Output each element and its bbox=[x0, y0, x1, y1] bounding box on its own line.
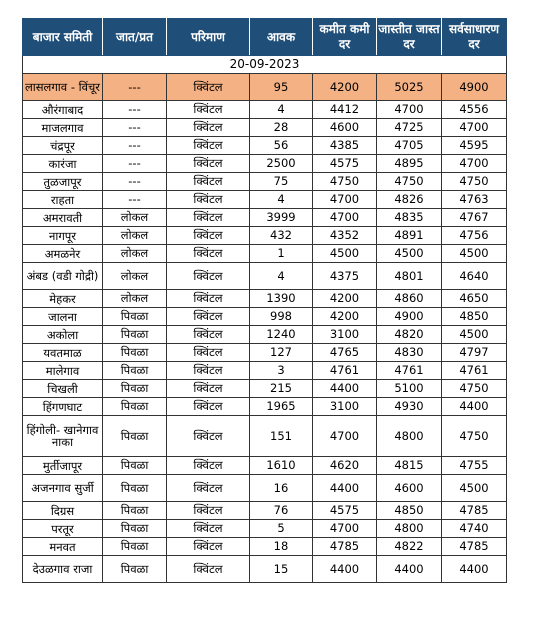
modal-rate-cell: 4763 bbox=[442, 191, 507, 209]
arrival-cell: 127 bbox=[250, 344, 313, 362]
table-row bbox=[23, 380, 507, 398]
min-rate-cell: 4575 bbox=[313, 502, 377, 520]
table-row bbox=[23, 290, 507, 308]
unit-cell: क्विंटल bbox=[167, 398, 250, 416]
table-row bbox=[23, 520, 507, 538]
header-modal-rate: सर्वसाधारण दर bbox=[442, 19, 507, 56]
arrival-cell: 1390 bbox=[250, 290, 313, 308]
arrival-cell: 4 bbox=[250, 191, 313, 209]
arrival-cell: 1 bbox=[250, 245, 313, 263]
table-row bbox=[23, 326, 507, 344]
min-rate-cell: 4765 bbox=[313, 344, 377, 362]
table-row bbox=[23, 556, 507, 583]
max-rate-cell: 4761 bbox=[377, 362, 442, 380]
unit-cell: क्विंटल bbox=[167, 326, 250, 344]
modal-rate-cell: 4556 bbox=[442, 101, 507, 119]
market-cell: हिंगणघाट bbox=[23, 398, 103, 416]
modal-rate-cell: 4767 bbox=[442, 209, 507, 227]
market-cell: दिग्रस bbox=[23, 502, 103, 520]
market-cell: औरंगाबाद bbox=[23, 101, 103, 119]
table-row bbox=[23, 263, 507, 290]
market-cell: कारंजा bbox=[23, 155, 103, 173]
price-table-container bbox=[22, 18, 506, 583]
header-unit: परिमाण bbox=[167, 19, 250, 56]
max-rate-cell: 4860 bbox=[377, 290, 442, 308]
arrival-cell: 1965 bbox=[250, 398, 313, 416]
modal-rate-cell: 4700 bbox=[442, 155, 507, 173]
min-rate-cell: 3100 bbox=[313, 326, 377, 344]
min-rate-cell: 4400 bbox=[313, 475, 377, 502]
max-rate-cell: 4830 bbox=[377, 344, 442, 362]
table-row bbox=[23, 173, 507, 191]
header-row bbox=[23, 19, 507, 56]
min-rate-cell: 4385 bbox=[313, 137, 377, 155]
max-rate-cell: 4820 bbox=[377, 326, 442, 344]
table-row bbox=[23, 101, 507, 119]
max-rate-cell: 4801 bbox=[377, 263, 442, 290]
min-rate-cell: 4400 bbox=[313, 380, 377, 398]
market-cell: यवतमाळ bbox=[23, 344, 103, 362]
max-rate-cell: 4815 bbox=[377, 457, 442, 475]
variety-cell: लोकल bbox=[103, 263, 167, 290]
max-rate-cell: 4826 bbox=[377, 191, 442, 209]
table-row bbox=[23, 155, 507, 173]
arrival-cell: 5 bbox=[250, 520, 313, 538]
arrival-cell: 28 bbox=[250, 119, 313, 137]
variety-cell: पिवळा bbox=[103, 416, 167, 457]
modal-rate-cell: 4750 bbox=[442, 380, 507, 398]
max-rate-cell: 4750 bbox=[377, 173, 442, 191]
header-min-rate: कमीत कमी दर bbox=[313, 19, 377, 56]
header-arrival: आवक bbox=[250, 19, 313, 56]
market-cell: राहता bbox=[23, 191, 103, 209]
variety-cell: लोकल bbox=[103, 209, 167, 227]
table-row bbox=[23, 416, 507, 457]
min-rate-cell: 4400 bbox=[313, 556, 377, 583]
min-rate-cell: 4785 bbox=[313, 538, 377, 556]
variety-cell: पिवळा bbox=[103, 398, 167, 416]
variety-cell: लोकल bbox=[103, 290, 167, 308]
unit-cell: क्विंटल bbox=[167, 308, 250, 326]
min-rate-cell: 4200 bbox=[313, 74, 377, 101]
unit-cell: क्विंटल bbox=[167, 380, 250, 398]
variety-cell: लोकल bbox=[103, 227, 167, 245]
modal-rate-cell: 4400 bbox=[442, 556, 507, 583]
variety-cell: पिवळा bbox=[103, 520, 167, 538]
arrival-cell: 75 bbox=[250, 173, 313, 191]
variety-cell: पिवळा bbox=[103, 362, 167, 380]
arrival-cell: 18 bbox=[250, 538, 313, 556]
variety-cell: पिवळा bbox=[103, 326, 167, 344]
variety-cell: पिवळा bbox=[103, 457, 167, 475]
table-body bbox=[23, 56, 507, 583]
market-cell: परतूर bbox=[23, 520, 103, 538]
modal-rate-cell: 4500 bbox=[442, 475, 507, 502]
min-rate-cell: 4575 bbox=[313, 155, 377, 173]
variety-cell: --- bbox=[103, 101, 167, 119]
table-row bbox=[23, 227, 507, 245]
modal-rate-cell: 4640 bbox=[442, 263, 507, 290]
arrival-cell: 151 bbox=[250, 416, 313, 457]
table-row bbox=[23, 74, 507, 101]
max-rate-cell: 4700 bbox=[377, 101, 442, 119]
arrival-cell: 95 bbox=[250, 74, 313, 101]
unit-cell: क्विंटल bbox=[167, 416, 250, 457]
unit-cell: क्विंटल bbox=[167, 227, 250, 245]
arrival-cell: 76 bbox=[250, 502, 313, 520]
min-rate-cell: 3100 bbox=[313, 398, 377, 416]
table-row bbox=[23, 137, 507, 155]
min-rate-cell: 4700 bbox=[313, 209, 377, 227]
market-cell: मुर्तीजापूर bbox=[23, 457, 103, 475]
variety-cell: --- bbox=[103, 191, 167, 209]
modal-rate-cell: 4700 bbox=[442, 119, 507, 137]
variety-cell: पिवळा bbox=[103, 556, 167, 583]
min-rate-cell: 4761 bbox=[313, 362, 377, 380]
modal-rate-cell: 4761 bbox=[442, 362, 507, 380]
arrival-cell: 1240 bbox=[250, 326, 313, 344]
min-rate-cell: 4700 bbox=[313, 191, 377, 209]
table-row bbox=[23, 245, 507, 263]
max-rate-cell: 4800 bbox=[377, 520, 442, 538]
variety-cell: पिवळा bbox=[103, 380, 167, 398]
max-rate-cell: 4850 bbox=[377, 502, 442, 520]
min-rate-cell: 4700 bbox=[313, 416, 377, 457]
market-cell: चंद्रपूर bbox=[23, 137, 103, 155]
variety-cell: लोकल bbox=[103, 245, 167, 263]
variety-cell: पिवळा bbox=[103, 344, 167, 362]
market-cell: देउळगाव राजा bbox=[23, 556, 103, 583]
table-row bbox=[23, 502, 507, 520]
min-rate-cell: 4412 bbox=[313, 101, 377, 119]
arrival-cell: 998 bbox=[250, 308, 313, 326]
market-cell: मेहकर bbox=[23, 290, 103, 308]
modal-rate-cell: 4740 bbox=[442, 520, 507, 538]
arrival-cell: 3 bbox=[250, 362, 313, 380]
modal-rate-cell: 4756 bbox=[442, 227, 507, 245]
max-rate-cell: 4895 bbox=[377, 155, 442, 173]
unit-cell: क्विंटल bbox=[167, 290, 250, 308]
variety-cell: --- bbox=[103, 137, 167, 155]
market-cell: नागपूर bbox=[23, 227, 103, 245]
market-cell: मालेगाव bbox=[23, 362, 103, 380]
table-row bbox=[23, 457, 507, 475]
unit-cell: क्विंटल bbox=[167, 502, 250, 520]
min-rate-cell: 4200 bbox=[313, 308, 377, 326]
unit-cell: क्विंटल bbox=[167, 362, 250, 380]
unit-cell: क्विंटल bbox=[167, 74, 250, 101]
unit-cell: क्विंटल bbox=[167, 119, 250, 137]
arrival-cell: 3999 bbox=[250, 209, 313, 227]
arrival-cell: 215 bbox=[250, 380, 313, 398]
variety-cell: पिवळा bbox=[103, 475, 167, 502]
unit-cell: क्विंटल bbox=[167, 101, 250, 119]
arrival-cell: 15 bbox=[250, 556, 313, 583]
max-rate-cell: 4835 bbox=[377, 209, 442, 227]
modal-rate-cell: 4755 bbox=[442, 457, 507, 475]
table-row bbox=[23, 119, 507, 137]
max-rate-cell: 4725 bbox=[377, 119, 442, 137]
variety-cell: --- bbox=[103, 155, 167, 173]
unit-cell: क्विंटल bbox=[167, 155, 250, 173]
max-rate-cell: 5025 bbox=[377, 74, 442, 101]
modal-rate-cell: 4750 bbox=[442, 416, 507, 457]
market-cell: हिंगोली- खानेगाव नाका bbox=[23, 416, 103, 457]
market-cell: अंबड (वडी गोद्री) bbox=[23, 263, 103, 290]
max-rate-cell: 4822 bbox=[377, 538, 442, 556]
max-rate-cell: 4500 bbox=[377, 245, 442, 263]
min-rate-cell: 4620 bbox=[313, 457, 377, 475]
unit-cell: क्विंटल bbox=[167, 209, 250, 227]
modal-rate-cell: 4595 bbox=[442, 137, 507, 155]
max-rate-cell: 4400 bbox=[377, 556, 442, 583]
market-cell: मनवत bbox=[23, 538, 103, 556]
min-rate-cell: 4750 bbox=[313, 173, 377, 191]
max-rate-cell: 4891 bbox=[377, 227, 442, 245]
arrival-cell: 2500 bbox=[250, 155, 313, 173]
variety-cell: --- bbox=[103, 119, 167, 137]
table-row bbox=[23, 308, 507, 326]
modal-rate-cell: 4797 bbox=[442, 344, 507, 362]
header-market: बाजार समिती bbox=[23, 19, 103, 56]
arrival-cell: 4 bbox=[250, 263, 313, 290]
unit-cell: क्विंटल bbox=[167, 245, 250, 263]
modal-rate-cell: 4750 bbox=[442, 173, 507, 191]
unit-cell: क्विंटल bbox=[167, 263, 250, 290]
modal-rate-cell: 4850 bbox=[442, 308, 507, 326]
unit-cell: क्विंटल bbox=[167, 191, 250, 209]
header-max-rate: जास्तीत जास्त दर bbox=[377, 19, 442, 56]
min-rate-cell: 4375 bbox=[313, 263, 377, 290]
market-cell: लासलगाव - विंचूर bbox=[23, 74, 103, 101]
table-row bbox=[23, 398, 507, 416]
min-rate-cell: 4200 bbox=[313, 290, 377, 308]
variety-cell: --- bbox=[103, 74, 167, 101]
market-cell: माजलगाव bbox=[23, 119, 103, 137]
modal-rate-cell: 4400 bbox=[442, 398, 507, 416]
table-row bbox=[23, 538, 507, 556]
date-row bbox=[23, 56, 507, 74]
market-cell: अमळनेर bbox=[23, 245, 103, 263]
arrival-cell: 56 bbox=[250, 137, 313, 155]
market-cell: अजनगाव सुर्जी bbox=[23, 475, 103, 502]
unit-cell: क्विंटल bbox=[167, 137, 250, 155]
min-rate-cell: 4352 bbox=[313, 227, 377, 245]
market-price-table bbox=[22, 18, 507, 583]
arrival-cell: 4 bbox=[250, 101, 313, 119]
unit-cell: क्विंटल bbox=[167, 556, 250, 583]
max-rate-cell: 4705 bbox=[377, 137, 442, 155]
min-rate-cell: 4700 bbox=[313, 520, 377, 538]
arrival-cell: 16 bbox=[250, 475, 313, 502]
modal-rate-cell: 4785 bbox=[442, 538, 507, 556]
market-cell: चिखली bbox=[23, 380, 103, 398]
unit-cell: क्विंटल bbox=[167, 520, 250, 538]
max-rate-cell: 4900 bbox=[377, 308, 442, 326]
table-row bbox=[23, 362, 507, 380]
table-row bbox=[23, 209, 507, 227]
modal-rate-cell: 4650 bbox=[442, 290, 507, 308]
unit-cell: क्विंटल bbox=[167, 538, 250, 556]
table-row bbox=[23, 475, 507, 502]
variety-cell: पिवळा bbox=[103, 538, 167, 556]
modal-rate-cell: 4500 bbox=[442, 326, 507, 344]
market-cell: अमरावती bbox=[23, 209, 103, 227]
modal-rate-cell: 4500 bbox=[442, 245, 507, 263]
market-cell: तुळजापूर bbox=[23, 173, 103, 191]
date-cell: 20-09-2023 bbox=[23, 56, 507, 74]
arrival-cell: 1610 bbox=[250, 457, 313, 475]
min-rate-cell: 4500 bbox=[313, 245, 377, 263]
max-rate-cell: 5100 bbox=[377, 380, 442, 398]
market-cell: जालना bbox=[23, 308, 103, 326]
max-rate-cell: 4600 bbox=[377, 475, 442, 502]
modal-rate-cell: 4900 bbox=[442, 74, 507, 101]
unit-cell: क्विंटल bbox=[167, 475, 250, 502]
max-rate-cell: 4930 bbox=[377, 398, 442, 416]
header-variety: जात/प्रत bbox=[103, 19, 167, 56]
table-row bbox=[23, 191, 507, 209]
unit-cell: क्विंटल bbox=[167, 344, 250, 362]
market-cell: अकोला bbox=[23, 326, 103, 344]
min-rate-cell: 4600 bbox=[313, 119, 377, 137]
unit-cell: क्विंटल bbox=[167, 173, 250, 191]
arrival-cell: 432 bbox=[250, 227, 313, 245]
unit-cell: क्विंटल bbox=[167, 457, 250, 475]
max-rate-cell: 4800 bbox=[377, 416, 442, 457]
variety-cell: --- bbox=[103, 173, 167, 191]
modal-rate-cell: 4785 bbox=[442, 502, 507, 520]
variety-cell: पिवळा bbox=[103, 308, 167, 326]
table-row bbox=[23, 344, 507, 362]
variety-cell: पिवळा bbox=[103, 502, 167, 520]
